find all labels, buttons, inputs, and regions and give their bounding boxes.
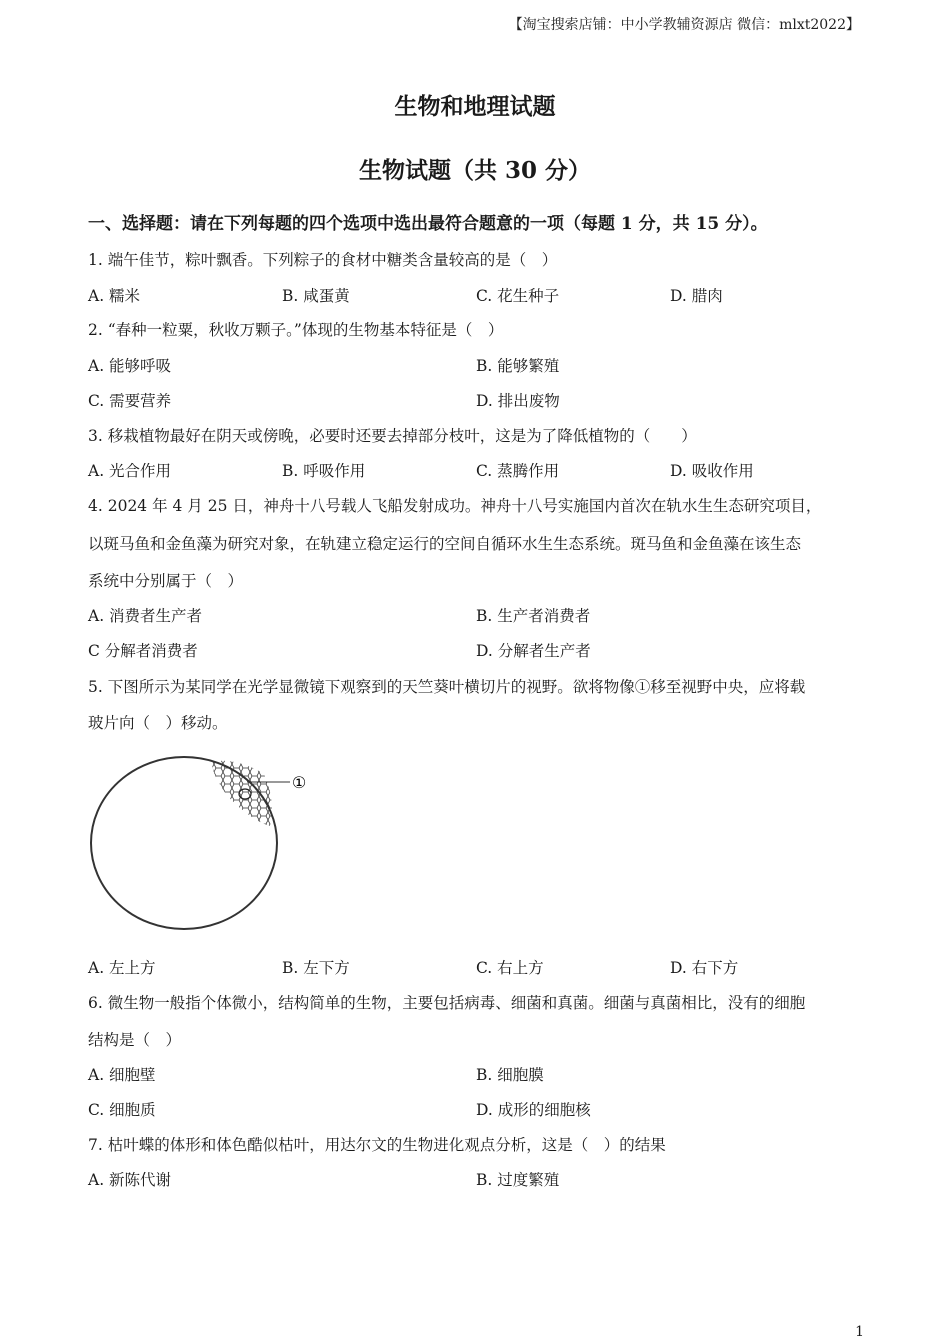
question-6-option-d: D. 成形的细胞核 [476,1101,591,1119]
microscope-field-figure [88,752,318,937]
question-1-option-d: D. 腊肉 [670,287,723,305]
question-1-stem: 1. 端午佳节，粽叶飘香。下列粽子的食材中糖类含量较高的是（ ） [88,251,558,269]
question-2-option-b: B. 能够繁殖 [476,357,560,375]
question-4-option-d: D. 分解者生产者 [476,642,591,660]
question-2-stem: 2. “春种一粒粟，秋收万颗子。”体现的生物基本特征是（ ） [88,321,504,339]
question-4-stem-line-1: 4. 2024 年 4 月 25 日，神舟十八号载人飞船发射成功。神舟十八号实施国内首次在轨水生生态研究项目， [88,497,822,515]
question-1-option-a: A. 糯米 [88,287,141,305]
question-5-stem-line-1: 5. 下图所示为某同学在光学显微镜下观察到的天竺葵叶横切片的视野。欲将物像①移至视野中央，应将载 [88,678,806,696]
question-5-stem-line-2: 玻片向（ ）移动。 [88,714,228,732]
question-1-option-c: C. 花生种子 [476,287,560,305]
question-7-option-a: A. 新陈代谢 [88,1171,172,1189]
question-3-stem: 3. 移栽植物最好在阴天或傍晚，必要时还要去掉部分枝叶，这是为了降低植物的（ ） [88,427,697,445]
figure-label-one: ① [291,773,307,792]
question-6-stem-line-1: 6. 微生物一般指个体微小，结构简单的生物，主要包括病毒、细菌和真菌。细菌与真菌相比，没有的细胞 [88,994,806,1012]
question-7-option-b: B. 过度繁殖 [476,1171,560,1189]
question-6-option-c: C. 细胞质 [88,1101,156,1119]
question-6-option-a: A. 细胞壁 [88,1066,156,1084]
question-5-option-d: D. 右下方 [670,959,739,977]
question-5-option-a: A. 左上方 [88,959,156,977]
question-5-option-b: B. 左下方 [282,959,350,977]
page-title: 生物和地理试题 [394,93,556,120]
question-3-option-c: C. 蒸腾作用 [476,462,560,480]
question-2-option-c: C. 需要营养 [88,392,172,410]
question-3-option-b: B. 呼吸作用 [282,462,366,480]
question-4-option-a: A. 消费者生产者 [88,607,203,625]
question-4-option-b: B. 生产者消费者 [476,607,591,625]
header-note: 【淘宝搜索店铺：中小学教辅资源店 微信：mlxt2022】 [508,17,860,33]
question-4-option-c: C 分解者消费者 [88,642,198,660]
question-6-stem-line-2: 结构是（ ） [88,1031,182,1049]
leaf-tissue-cells [198,752,288,842]
question-3-option-a: A. 光合作用 [88,462,172,480]
question-4-stem-line-3: 系统中分别属于（ ） [88,572,244,590]
question-3-option-d: D. 吸收作用 [670,462,754,480]
question-6-option-b: B. 细胞膜 [476,1066,544,1084]
question-1-option-b: B. 咸蛋黄 [282,287,350,305]
question-2-option-d: D. 排出废物 [476,392,560,410]
section-heading: 一、选择题：请在下列每题的四个选项中选出最符合题意的一项（每题 1 分，共 15 分）。 [88,214,768,234]
question-4-stem-line-2: 以斑马鱼和金鱼藻为研究对象，在轨建立稳定运行的空间自循环水生生态系统。斑马鱼和金鱼藻在该生态 [88,535,802,553]
page-number: 1 [855,1324,864,1340]
question-5-option-c: C. 右上方 [476,959,544,977]
question-2-option-a: A. 能够呼吸 [88,357,172,375]
page-subtitle: 生物试题（共 30 分） [358,157,592,184]
question-7-stem: 7. 枯叶蝶的体形和体色酷似枯叶，用达尔文的生物进化观点分析，这是（ ）的结果 [88,1136,666,1154]
